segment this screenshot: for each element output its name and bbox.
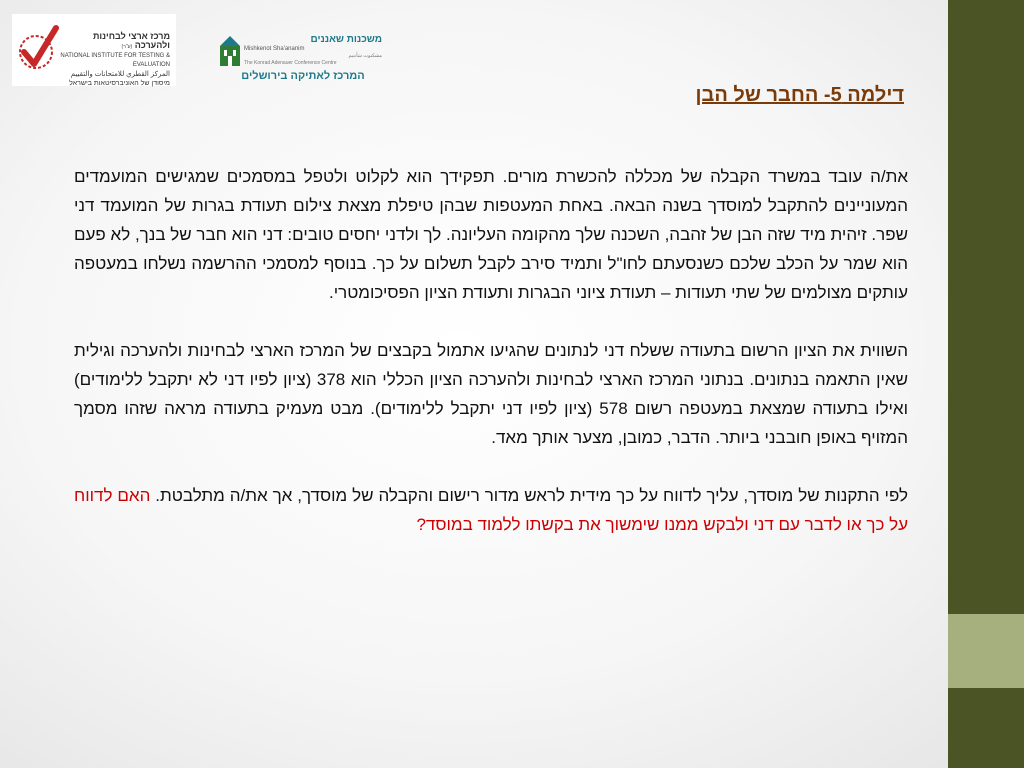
mishkenot-subtitle: The Konrad Adenauer Conference Centre [244, 60, 337, 66]
mishkenot-name-ar: مشكنوت شأننيم [348, 53, 382, 59]
dilemma-question: האם לדווח על כך או לדבר עם דני ולבקש ממנו שימשוך את בקשתו ללמוד במוסד? [74, 486, 908, 534]
paragraph-scenario: את/ה עובד במשרד הקבלה של מכללה להכשרת מורים. תפקידך הוא לקלוט ולטפל במסמכים שמגישים המועמדים המעוניינים להתקבל למוסדך בשנה הבאה. באחת המעטפות שבהן טיפלת מצאת צילום תעודת בגרות של המועמד דני שפר. זיהית מיד שזה הבן של זהבה, השכנה שלך מהקומה העליונה. לך ולדני יחסים טובים: דני הוא חבר של בנך, לא פעם הוא שמר על הכלב שלכם כשנסעתם לחו"ל ותמיד סירב לקבל תשלום על כך. בנוסף למסמכי ההרשמה נשלחו במעטפה עותקים מצולמים של שתי תעודות – תעודת ציוני הבגרות ותעודת הציון הפסיכומטרי. [74, 167, 908, 302]
mishkenot-text [244, 34, 382, 67]
slide-title: דילמה 5- החבר של הבן [695, 84, 904, 106]
paragraph-discovery: השווית את הציון הרשום בתעודה ששלח דני לנתונים שהגיעו אתמול בקבצים של המרכז הארצי לבחינות ולהערכה וגילית שאין התאמה בנתונים. בנתוני המרכז הארצי לבחינות ולהערכה הציון הכללי הוא 378 (ציון לפיו דני לא יתקבל ללימודים) ואילו בתעודה שמצאת במעטפה רשום 578 (ציון לפיו דני יתקבל ללימודים). מבט מעמיק בתעודה מראה שזהו מסמך המזויף באופן חובבני ביותר. הדבר, כמובן, מצער אותך מאד. [74, 341, 908, 447]
nite-tagline: מיסודן של האוניברסיטאות בישראל [69, 80, 170, 87]
ethics-center-name: המרכז לאתיקה בירושלים [241, 70, 365, 82]
dilemma-text: לפי התקנות של מוסדך, עליך לדווח על כך מידית לראש מדור רישום והקבלה של מוסדך, אך את/ה מתלבטת. [150, 486, 909, 505]
building-emblem-icon [218, 34, 242, 68]
nite-logo [12, 14, 176, 86]
nite-name-he: מרכז ארצי לבחינות ולהערכה [92, 31, 170, 50]
slide-body [74, 162, 908, 539]
nite-name-en: NATIONAL INSTITUTE FOR TESTING & EVALUATION [60, 53, 170, 68]
side-decor-band [948, 614, 1024, 688]
nite-logo-text [60, 32, 170, 88]
nite-name-suffix: (ע"ר) [121, 44, 133, 50]
mishkenot-logo [218, 34, 384, 86]
nite-name-ar: المركز القطري للامتحانات والتقييم [70, 71, 170, 78]
mishkenot-name-en: Mishkenot Sha'ananim [244, 46, 305, 52]
red-check-icon [16, 22, 60, 74]
paragraph-dilemma [74, 481, 908, 539]
mishkenot-name-he: משכנות שאננים [310, 34, 382, 45]
